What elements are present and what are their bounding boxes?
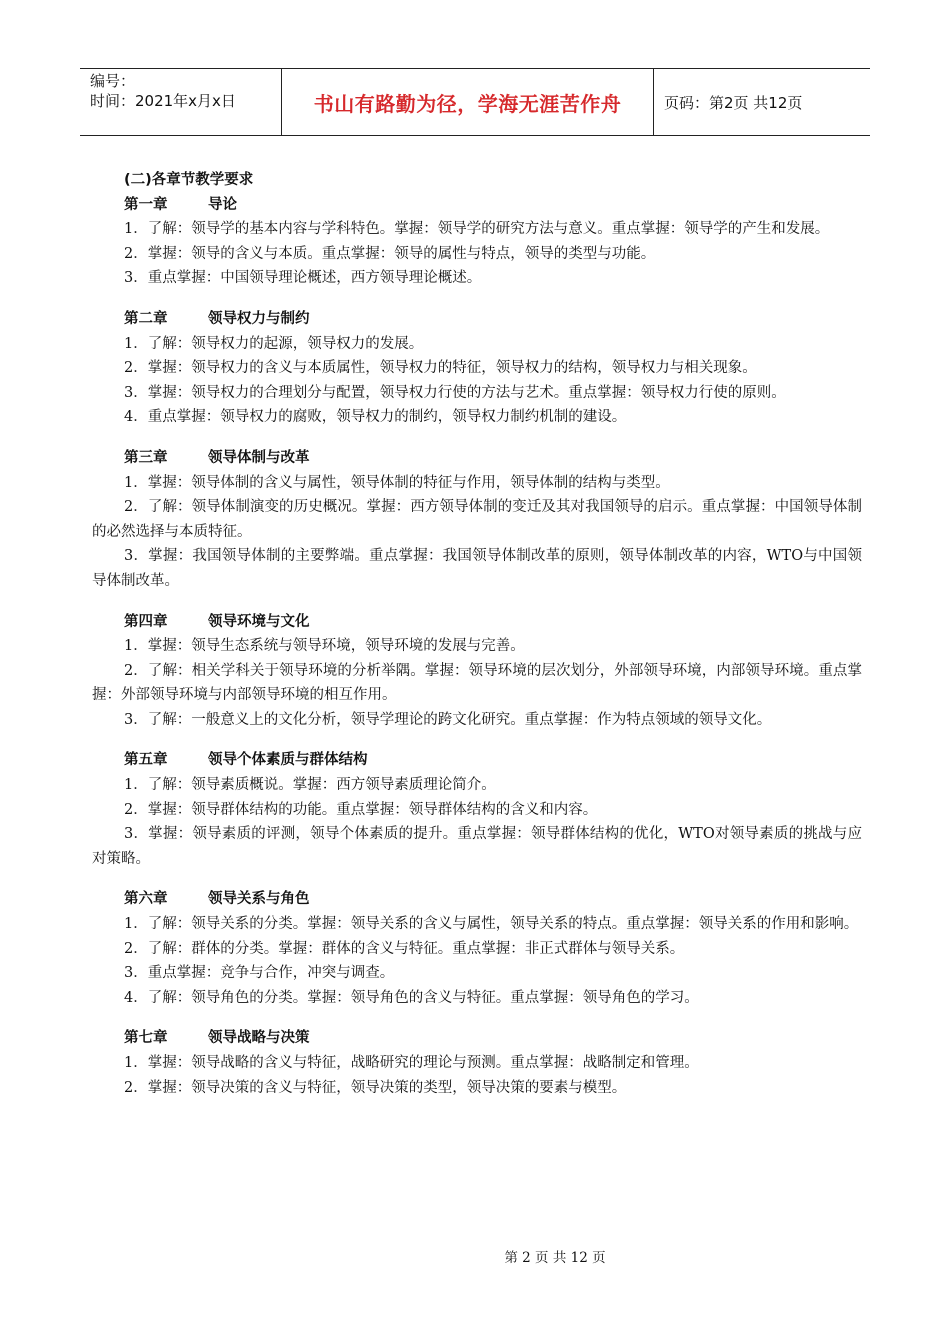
page-header-table	[80, 68, 870, 136]
chapter-title: 领导权力与制约	[208, 310, 310, 327]
chapter-heading	[92, 193, 862, 218]
document-body	[92, 168, 862, 1100]
chapter-section	[92, 748, 862, 871]
chapter-number: 第三章	[124, 449, 168, 466]
chapter-number: 第七章	[124, 1030, 168, 1047]
chapter-section	[92, 610, 862, 733]
section-title: (二)各章节教学要求	[124, 172, 254, 188]
chapter-number: 第一章	[124, 196, 168, 213]
requirement-item: 3．重点掌握：中国领导理论概述，西方领导理论概述。	[124, 270, 482, 287]
chapter-section	[92, 446, 862, 594]
chapter-heading	[92, 748, 862, 773]
chapter-heading	[92, 307, 862, 332]
requirement-item: 1．掌握：领导战略的含义与特征，战略研究的理论与预测。重点掌握：战略制定和管理。	[124, 1055, 699, 1071]
requirement-item: 4．重点掌握：领导权力的腐败，领导权力的制约，领导权力制约机制的建设。	[124, 409, 627, 426]
chapter-heading	[92, 1026, 862, 1051]
header-motto-cell	[282, 69, 654, 135]
requirement-item: 1．了解：领导学的基本内容与学科特色。掌握：领导学的研究方法与意义。重点掌握：领导学的产生和发展。	[124, 221, 830, 238]
chapter-number: 第六章	[124, 891, 168, 908]
chapter-section	[92, 1026, 862, 1100]
requirement-item: 1．了解：领导权力的起源，领导权力的发展。	[124, 335, 424, 352]
chapter-heading	[92, 446, 862, 471]
requirement-item: 2．掌握：领导决策的含义与特征，领导决策的类型，领导决策的要素与模型。	[124, 1079, 627, 1096]
chapter-number: 第四章	[124, 613, 168, 630]
requirement-item: 3．了解：一般意义上的文化分析，领导学理论的跨文化研究。重点掌握：作为特点领域的领导文化。	[124, 711, 772, 728]
requirement-item: 3．掌握：领导权力的合理划分与配置，领导权力行使的方法与艺术。重点掌握：领导权力行使的原则。	[124, 384, 786, 401]
header-left-cell	[80, 69, 282, 135]
chapter-title: 导论	[208, 196, 237, 213]
requirement-item: 2．了解：领导体制演变的历史概况。掌握：西方领导体制的变迁及其对我国领导的启示。重点掌握：中国领导体制的必然选择与本质特征。	[92, 499, 862, 540]
chapter-number: 第五章	[124, 752, 168, 769]
chapter-title: 领导体制与改革	[208, 449, 310, 466]
number-label: 编号：	[90, 72, 136, 90]
requirement-item: 1．了解：领导素质概说。掌握：西方领导素质理论简介。	[124, 777, 496, 794]
requirement-item: 2．了解：群体的分类。掌握：群体的含义与特征。重点掌握：非正式群体与领导关系。	[124, 940, 685, 957]
header-page-cell	[654, 69, 870, 135]
requirement-item: 3．掌握：我国领导体制的主要弊端。重点掌握：我国领导体制改革的原则，领导体制改革的内容，WTO与中国领导体制改革。	[92, 548, 862, 589]
chapter-heading	[92, 887, 862, 912]
page-number-label: 页码：第2页 共12页	[664, 93, 803, 112]
requirement-item: 2．掌握：领导群体结构的功能。重点掌握：领导群体结构的含义和内容。	[124, 801, 598, 818]
requirement-item: 1．掌握：领导体制的含义与属性，领导体制的特征与作用，领导体制的结构与类型。	[124, 474, 670, 491]
motto-text: 书山有路勤为径，学海无涯苦作舟	[313, 91, 622, 116]
requirement-item: 4．了解：领导角色的分类。掌握：领导角色的含义与特征。重点掌握：领导角色的学习。	[124, 989, 699, 1006]
chapter-section	[92, 887, 862, 1010]
chapter-title: 领导环境与文化	[208, 613, 310, 630]
chapter-section	[92, 307, 862, 430]
requirement-item: 2．了解：相关学科关于领导环境的分析举隅。掌握：领导环境的层次划分，外部领导环境，内部领导环境。重点掌握：外部领导环境与内部领导环境的相互作用。	[92, 662, 862, 704]
chapter-title: 领导战略与决策	[208, 1030, 310, 1047]
requirement-item: 1．掌握：领导生态系统与领导环境，领导环境的发展与完善。	[124, 638, 525, 655]
requirement-item: 3．重点掌握：竞争与合作，冲突与调查。	[124, 965, 395, 982]
requirement-item: 1．了解：领导关系的分类。掌握：领导关系的含义与属性，领导关系的特点。重点掌握：领导关系的作用和影响。	[124, 916, 859, 933]
chapter-title: 领导关系与角色	[208, 891, 310, 908]
chapter-heading	[92, 610, 862, 635]
page-footer: 第 2 页 共 12 页	[504, 1250, 606, 1266]
requirement-item: 2．掌握：领导的含义与本质。重点掌握：领导的属性与特点，领导的类型与功能。	[124, 245, 656, 262]
requirement-item: 2．掌握：领导权力的含义与本质属性，领导权力的特征，领导权力的结构，领导权力与相关现象。	[124, 360, 757, 377]
chapter-number: 第二章	[124, 310, 168, 327]
chapter-title: 领导个体素质与群体结构	[208, 752, 368, 769]
chapter-list	[92, 193, 862, 1101]
requirement-item: 3．掌握：领导素质的评测，领导个体素质的提升。重点掌握：领导群体结构的优化，WTO对领导素质的挑战与应对策略。	[92, 826, 862, 867]
chapter-section	[92, 193, 862, 291]
time-label: 时间：2021年x月x日	[90, 92, 236, 110]
